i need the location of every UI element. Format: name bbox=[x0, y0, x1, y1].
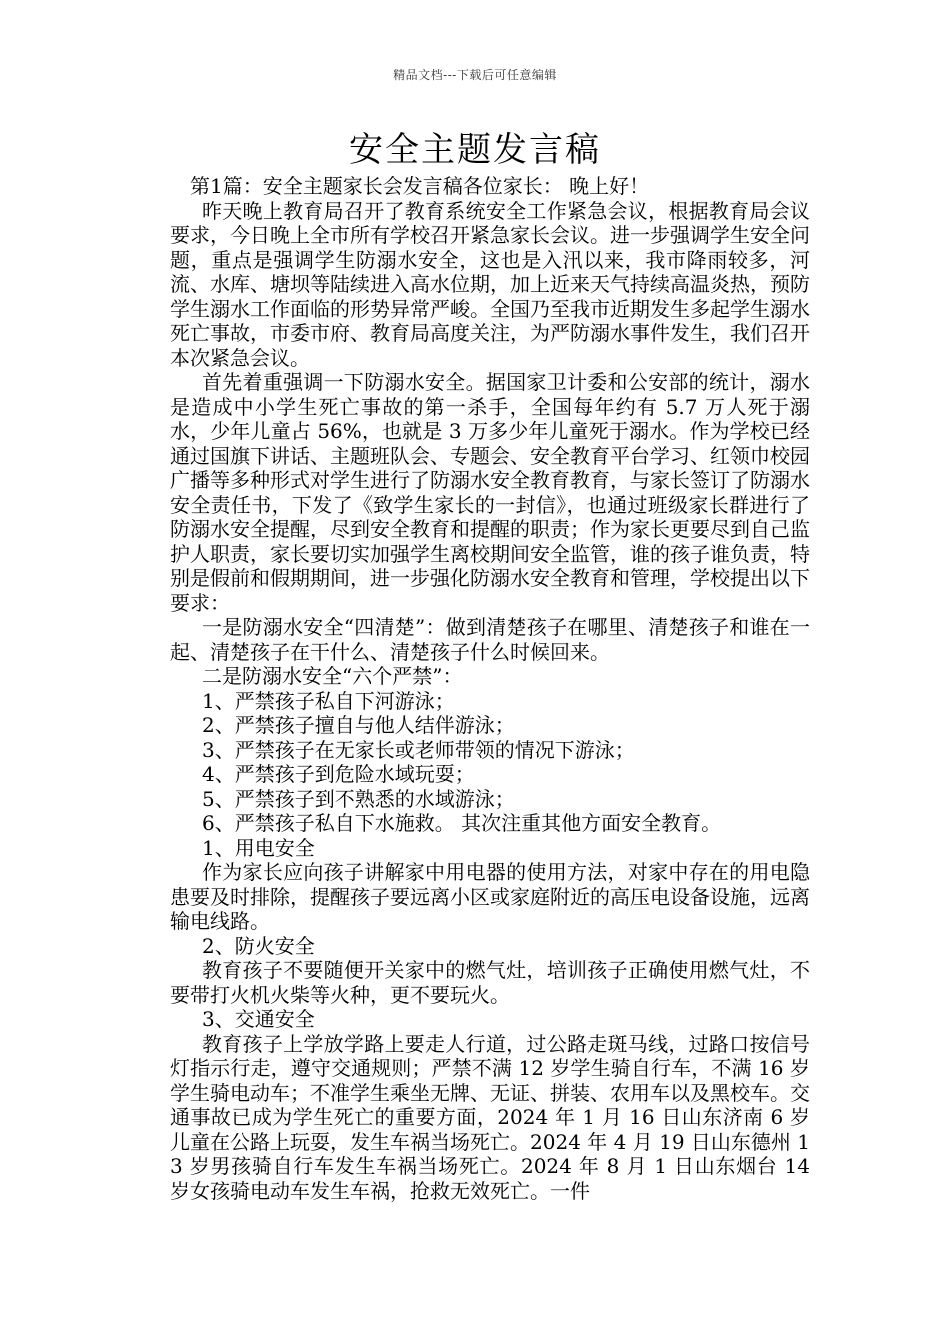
paragraph: 一是防溺水安全“四清楚”：做到清楚孩子在哪里、清楚孩子和谁在一起、清楚孩子在干什么、清楚孩子什么时候回来。 bbox=[170, 615, 810, 664]
paragraph: 作为家长应向孩子讲解家中用电器的使用方法，对家中存在的用电隐患要及时排除，提醒孩子要远离小区或家庭附近的高压电设备设施，远离输电线路。 bbox=[170, 860, 810, 933]
list-item: 6、严禁孩子私自下水施救。 其次注重其他方面安全教育。 bbox=[202, 811, 722, 835]
list-item: 4、严禁孩子到危险水域玩耍； bbox=[202, 762, 475, 786]
paragraph: 昨天晚上教育局召开了教育系统安全工作紧急会议，根据教育局会议要求，今日晚上全市所有学校召开紧急家长会议。进一步强调学生安全问题，重点是强调学生防溺水安全，这也是入汛以来，我市降雨较多，河流、水库、塘坝等陆续进入高水位期，加上近来天气持续高温炎热，预防学生溺水工作面临的形势异常严峻。全国乃至我市近期发生多起学生溺水死亡事故，市委市府、教育局高度关注，为严防溺水事件发生，我们召开本次紧急会议。 bbox=[170, 198, 810, 370]
section-heading: 2、防火安全 bbox=[202, 933, 315, 958]
list-item: 1、严禁孩子私自下河游泳； bbox=[202, 688, 455, 713]
list-item: 5、严禁孩子到不熟悉的水域游泳； bbox=[202, 786, 515, 811]
document-title: 安全主题发言稿 bbox=[349, 130, 601, 170]
section-heading: 1、用电安全 bbox=[202, 835, 315, 860]
paragraph: 教育孩子不要随便开关家中的燃气灶，培训孩子正确使用燃气灶，不要带打火机火柴等火种，更不要玩火。 bbox=[170, 958, 810, 1007]
document-body bbox=[170, 174, 810, 1203]
list-item: 3、严禁孩子在无家长或老师带领的情况下游泳； bbox=[202, 737, 635, 762]
header-note: 精品文档---下载后可任意编辑 bbox=[393, 68, 557, 82]
paragraph: 教育孩子上学放学路上要走人行道，过公路走斑马线，过路口按信号灯指示行走，遵守交通规则；严禁不满 12 岁学生骑自行车，不满 16 岁学生骑电动车；不准学生乘坐无牌、无证、拼装、农用车以及黑校车。交通事故已成为学生死亡的重要方面，2024 年 1 月 16 日山东济南 6 岁儿童在公路上玩耍，发生车祸当场死亡。2024 年 4 月 19 日山东德州 13 岁男孩骑自行车发生车祸当场死亡。2024 年 8 月 1 日山东烟台 14 岁女孩骑电动车发生车祸，抢救无效死亡。一件 bbox=[170, 1031, 810, 1203]
section-heading: 3、交通安全 bbox=[202, 1007, 315, 1031]
paragraph-intro: 第1篇：安全主题家长会发言稿各位家长： 晚上好！ bbox=[190, 174, 650, 198]
paragraph: 首先着重强调一下防溺水安全。据国家卫计委和公安部的统计，溺水是造成中小学生死亡事故的第一杀手，全国每年约有 5.7 万人死于溺水，少年儿童占 56%，也就是 3 万多少年儿童死于溺水。作为学校已经通过国旗下讲话、主题班队会、专题会、安全教育平台学习、红领巾校园广播等多种形式对学生进行了防溺水安全教育教育，与家长签订了防溺水安全责任书，下发了《致学生家长的一封信》，也通过班级家长群进行了防溺水安全提醒，尽到安全教育和提醒的职责；作为家长更要尽到自己监护人职责，家长要切实加强学生离校期间安全监管，谁的孩子谁负责，特别是假前和假期期间，进一步强化防溺水安全教育和管理，学校提出以下要求： bbox=[170, 370, 810, 615]
paragraph: 二是防溺水安全“六个严禁”： bbox=[202, 664, 463, 688]
list-item: 2、严禁孩子擅自与他人结伴游泳； bbox=[202, 713, 515, 737]
